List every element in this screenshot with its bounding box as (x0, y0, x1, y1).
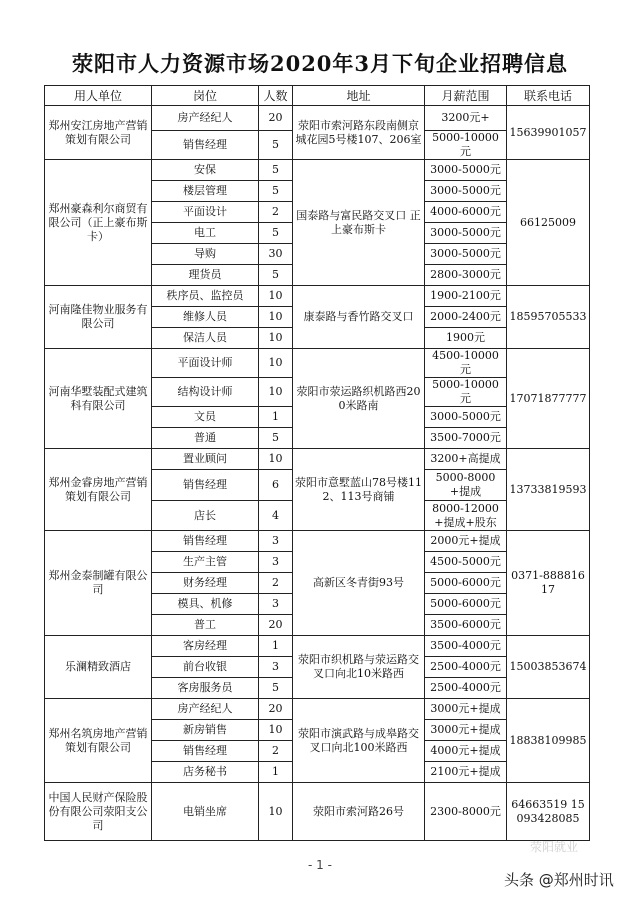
post-cell: 销售经理 (152, 741, 259, 762)
phone-cell: 18838109985 (507, 699, 590, 783)
post-cell: 平面设计 (152, 202, 259, 223)
salary-cell: 3200+高提成 (425, 449, 507, 470)
post-cell: 秩序员、监控员 (152, 286, 259, 307)
salary-cell: 5000-10000元 (425, 131, 507, 160)
company-name-cell: 郑州金泰制罐有限公司 (45, 531, 152, 636)
table-row (45, 783, 590, 841)
post-cell: 新房销售 (152, 720, 259, 741)
table-row (45, 160, 590, 181)
count-cell: 5 (259, 160, 293, 181)
salary-cell: 2000-2400元 (425, 307, 507, 328)
salary-cell: 4500-10000元 (425, 349, 507, 378)
count-cell: 2 (259, 741, 293, 762)
post-cell: 文员 (152, 407, 259, 428)
salary-cell: 3500-7000元 (425, 428, 507, 449)
phone-cell: 17071877777 (507, 349, 590, 449)
table-row (45, 531, 590, 552)
company-name-cell: 河南华墅装配式建筑科有限公司 (45, 349, 152, 449)
salary-cell: 2500-4000元 (425, 678, 507, 699)
header-post: 岗位 (152, 86, 259, 106)
phone-cell: 15003853674 (507, 636, 590, 699)
count-cell: 4 (259, 501, 293, 531)
salary-cell: 1900元 (425, 328, 507, 349)
header-company: 用人单位 (45, 86, 152, 106)
company-name-cell: 郑州金睿房地产营销策划有限公司 (45, 449, 152, 531)
salary-cell: 4000元+提成 (425, 741, 507, 762)
count-cell: 5 (259, 223, 293, 244)
count-cell: 3 (259, 594, 293, 615)
header-phone: 联系电话 (507, 86, 590, 106)
count-cell: 3 (259, 531, 293, 552)
post-cell: 电工 (152, 223, 259, 244)
table-row (45, 636, 590, 657)
salary-cell: 2500-4000元 (425, 657, 507, 678)
salary-cell: 2100元+提成 (425, 762, 507, 783)
post-cell: 电销坐席 (152, 783, 259, 841)
post-cell: 店务秘书 (152, 762, 259, 783)
address-cell: 荥阳市荥运路织机路西200米路南 (293, 349, 425, 449)
post-cell: 维修人员 (152, 307, 259, 328)
count-cell: 1 (259, 762, 293, 783)
count-cell: 10 (259, 783, 293, 841)
address-cell: 荥阳市索河路26号 (293, 783, 425, 841)
salary-cell: 3000-5000元 (425, 160, 507, 181)
salary-cell: 5000-10000元 (425, 378, 507, 407)
count-cell: 5 (259, 181, 293, 202)
page-title: 荥阳市人力资源市场2020年3月下旬企业招聘信息 (71, 51, 569, 76)
watermark: 头条 @郑州时讯 (504, 871, 614, 889)
phone-cell: 15639901057 (507, 106, 590, 160)
count-cell: 2 (259, 202, 293, 223)
company-name-cell: 郑州安江房地产营销策划有限公司 (45, 106, 152, 160)
count-cell: 3 (259, 552, 293, 573)
post-cell: 导购 (152, 244, 259, 265)
table-row (45, 106, 590, 131)
page-number: - 1 - (308, 858, 332, 872)
salary-cell: 3000-5000元 (425, 181, 507, 202)
post-cell: 销售经理 (152, 531, 259, 552)
post-cell: 财务经理 (152, 573, 259, 594)
count-cell: 10 (259, 349, 293, 378)
post-cell: 客房服务员 (152, 678, 259, 699)
company-name-cell: 郑州名筑房地产营销策划有限公司 (45, 699, 152, 783)
salary-cell: 8000-12000 +提成+股东 (425, 501, 507, 531)
post-cell: 楼层管理 (152, 181, 259, 202)
recruitment-table (44, 85, 590, 841)
salary-cell: 3000-5000元 (425, 223, 507, 244)
count-cell: 10 (259, 378, 293, 407)
table-row (45, 286, 590, 307)
count-cell: 3 (259, 657, 293, 678)
table-row (45, 449, 590, 470)
salary-cell: 3000-5000元 (425, 407, 507, 428)
count-cell: 1 (259, 636, 293, 657)
count-cell: 10 (259, 286, 293, 307)
salary-cell: 1900-2100元 (425, 286, 507, 307)
post-cell: 销售经理 (152, 131, 259, 160)
salary-cell: 3000元+提成 (425, 699, 507, 720)
post-cell: 客房经理 (152, 636, 259, 657)
phone-cell: 66125009 (507, 160, 590, 286)
count-cell: 10 (259, 307, 293, 328)
header-count: 人数 (259, 86, 293, 106)
salary-cell: 2000元+提成 (425, 531, 507, 552)
post-cell: 普工 (152, 615, 259, 636)
count-cell: 30 (259, 244, 293, 265)
count-cell: 20 (259, 699, 293, 720)
salary-cell: 3500-6000元 (425, 615, 507, 636)
salary-cell: 3500-4000元 (425, 636, 507, 657)
count-cell: 20 (259, 615, 293, 636)
salary-cell: 5000-8000 +提成 (425, 470, 507, 501)
address-cell: 荥阳市意墅蓝山78号楼112、113号商铺 (293, 449, 425, 531)
count-cell: 5 (259, 678, 293, 699)
count-cell: 5 (259, 131, 293, 160)
salary-cell: 4000-6000元 (425, 202, 507, 223)
company-name-cell: 乐澜精致酒店 (45, 636, 152, 699)
post-cell: 安保 (152, 160, 259, 181)
address-cell: 荥阳市织机路与荥运路交叉口向北10米路西 (293, 636, 425, 699)
post-cell: 保洁人员 (152, 328, 259, 349)
address-cell: 高新区冬青街93号 (293, 531, 425, 636)
salary-cell: 3000-5000元 (425, 244, 507, 265)
header-address: 地址 (293, 86, 425, 106)
phone-cell: 64663519 15093428085 (507, 783, 590, 841)
post-cell: 理货员 (152, 265, 259, 286)
post-cell: 销售经理 (152, 470, 259, 501)
salary-cell: 2300-8000元 (425, 783, 507, 841)
post-cell: 普通 (152, 428, 259, 449)
count-cell: 6 (259, 470, 293, 501)
count-cell: 5 (259, 428, 293, 449)
address-cell: 荥阳市索河路东段南侧京城花园5号楼107、206室 (293, 106, 425, 160)
header-salary: 月薪范围 (425, 86, 507, 106)
post-cell: 平面设计师 (152, 349, 259, 378)
salary-cell: 2800-3000元 (425, 265, 507, 286)
post-cell: 前台收银 (152, 657, 259, 678)
post-cell: 房产经纪人 (152, 106, 259, 131)
table-row (45, 349, 590, 378)
salary-cell: 3200元+ (425, 106, 507, 131)
table-row (45, 699, 590, 720)
watermark-logo: 荥阳就业 (530, 840, 579, 854)
post-cell: 模具、机修 (152, 594, 259, 615)
address-cell: 国泰路与富民路交叉口 正上豪布斯卡 (293, 160, 425, 286)
count-cell: 2 (259, 573, 293, 594)
count-cell: 5 (259, 265, 293, 286)
count-cell: 10 (259, 720, 293, 741)
address-cell: 康泰路与香竹路交叉口 (293, 286, 425, 349)
salary-cell: 5000-6000元 (425, 594, 507, 615)
phone-cell: 18595705533 (507, 286, 590, 349)
table-header-row (45, 86, 590, 106)
company-name-cell: 中国人民财产保险股份有限公司荥阳支公司 (45, 783, 152, 841)
phone-cell: 13733819593 (507, 449, 590, 531)
phone-cell: 0371-88881617 (507, 531, 590, 636)
salary-cell: 5000-6000元 (425, 573, 507, 594)
count-cell: 10 (259, 328, 293, 349)
count-cell: 1 (259, 407, 293, 428)
count-cell: 10 (259, 449, 293, 470)
salary-cell: 4500-5000元 (425, 552, 507, 573)
post-cell: 置业顾问 (152, 449, 259, 470)
address-cell: 荥阳市演武路与成皋路交叉口向北100米路西 (293, 699, 425, 783)
company-name-cell: 河南隆佳物业服务有限公司 (45, 286, 152, 349)
post-cell: 店长 (152, 501, 259, 531)
post-cell: 生产主管 (152, 552, 259, 573)
post-cell: 房产经纪人 (152, 699, 259, 720)
count-cell: 20 (259, 106, 293, 131)
company-name-cell: 郑州豪森利尔商贸有限公司（正上豪布斯卡） (45, 160, 152, 286)
salary-cell: 3000元+提成 (425, 720, 507, 741)
post-cell: 结构设计师 (152, 378, 259, 407)
